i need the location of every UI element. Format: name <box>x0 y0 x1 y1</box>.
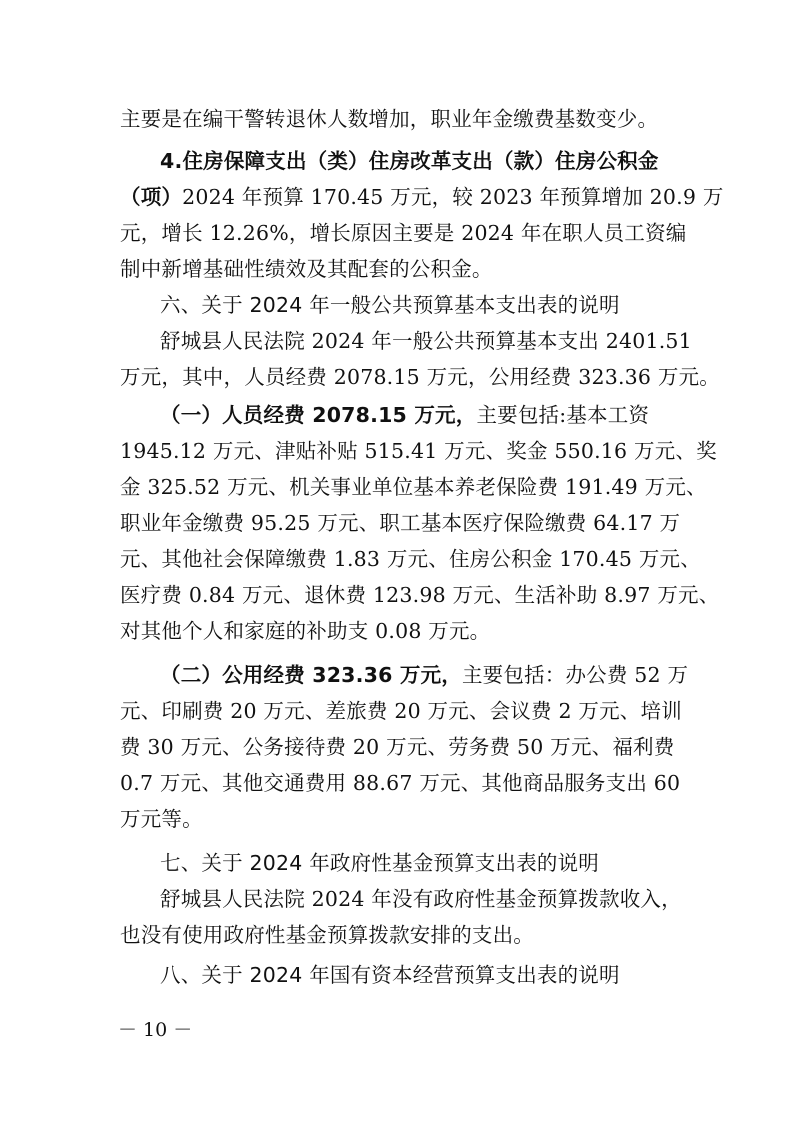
body-line: 金 325.52 万元、机关事业单位基本养老保险费 191.49 万元、 <box>120 475 707 499</box>
body-line: 职业年金缴费 95.25 万元、职工基本医疗保险缴费 64.17 万 <box>120 511 681 535</box>
body-line: 万元，其中，人员经费 2078.15 万元，公用经费 323.36 万元。 <box>120 365 720 389</box>
section-heading: 六、关于 2024 年一般公共预算基本支出表的说明 <box>160 293 620 317</box>
subheading-line: 4.住房保障支出（类）住房改革支出（款）住房公积金 <box>160 149 659 173</box>
section-heading: 七、关于 2024 年政府性基金预算支出表的说明 <box>160 851 600 875</box>
body-line: （项）2024 年预算 170.45 万元，较 2023 年预算增加 20.9 万 <box>120 185 724 209</box>
body-line: 也没有使用政府性基金预算拨款安排的支出。 <box>120 923 534 947</box>
body-line: 元，增长 12.26%，增长原因主要是 2024 年在职人员工资编 <box>120 221 687 245</box>
body-line: 0.7 万元、其他交通费用 88.67 万元、其他商品服务支出 60 <box>120 771 681 795</box>
body-line: 元、其他社会保障缴费 1.83 万元、住房公积金 170.45 万元、 <box>120 547 701 571</box>
body-line: 舒城县人民法院 2024 年一般公共预算基本支出 2401.51 <box>160 329 692 353</box>
body-line: 对其他个人和家庭的补助支 0.08 万元。 <box>120 619 491 643</box>
body-line: 医疗费 0.84 万元、退休费 123.98 万元、生活补助 8.97 万元、 <box>120 583 720 607</box>
page-number: － 10 － <box>118 1019 193 1041</box>
body-line: 舒城县人民法院 2024 年没有政府性基金预算拨款收入， <box>160 887 682 911</box>
body-line: 主要是在编干警转退休人数增加，职业年金缴费基数变少。 <box>120 107 659 131</box>
body-line: （二）公用经费 323.36 万元，主要包括：办公费 52 万 <box>160 663 689 687</box>
body-line: （一）人员经费 2078.15 万元，主要包括:基本工资 <box>160 403 650 427</box>
body-line: 万元等。 <box>120 807 203 831</box>
section-heading: 八、关于 2024 年国有资本经营预算支出表的说明 <box>160 963 620 987</box>
body-line: 费 30 万元、公务接待费 20 万元、劳务费 50 万元、福利费 <box>120 735 675 759</box>
body-line: 元、印刷费 20 万元、差旅费 20 万元、会议费 2 万元、培训 <box>120 699 682 723</box>
body-line: 制中新增基础性绩效及其配套的公积金。 <box>120 257 493 281</box>
body-line: 1945.12 万元、津贴补贴 515.41 万元、奖金 550.16 万元、奖 <box>120 439 717 463</box>
